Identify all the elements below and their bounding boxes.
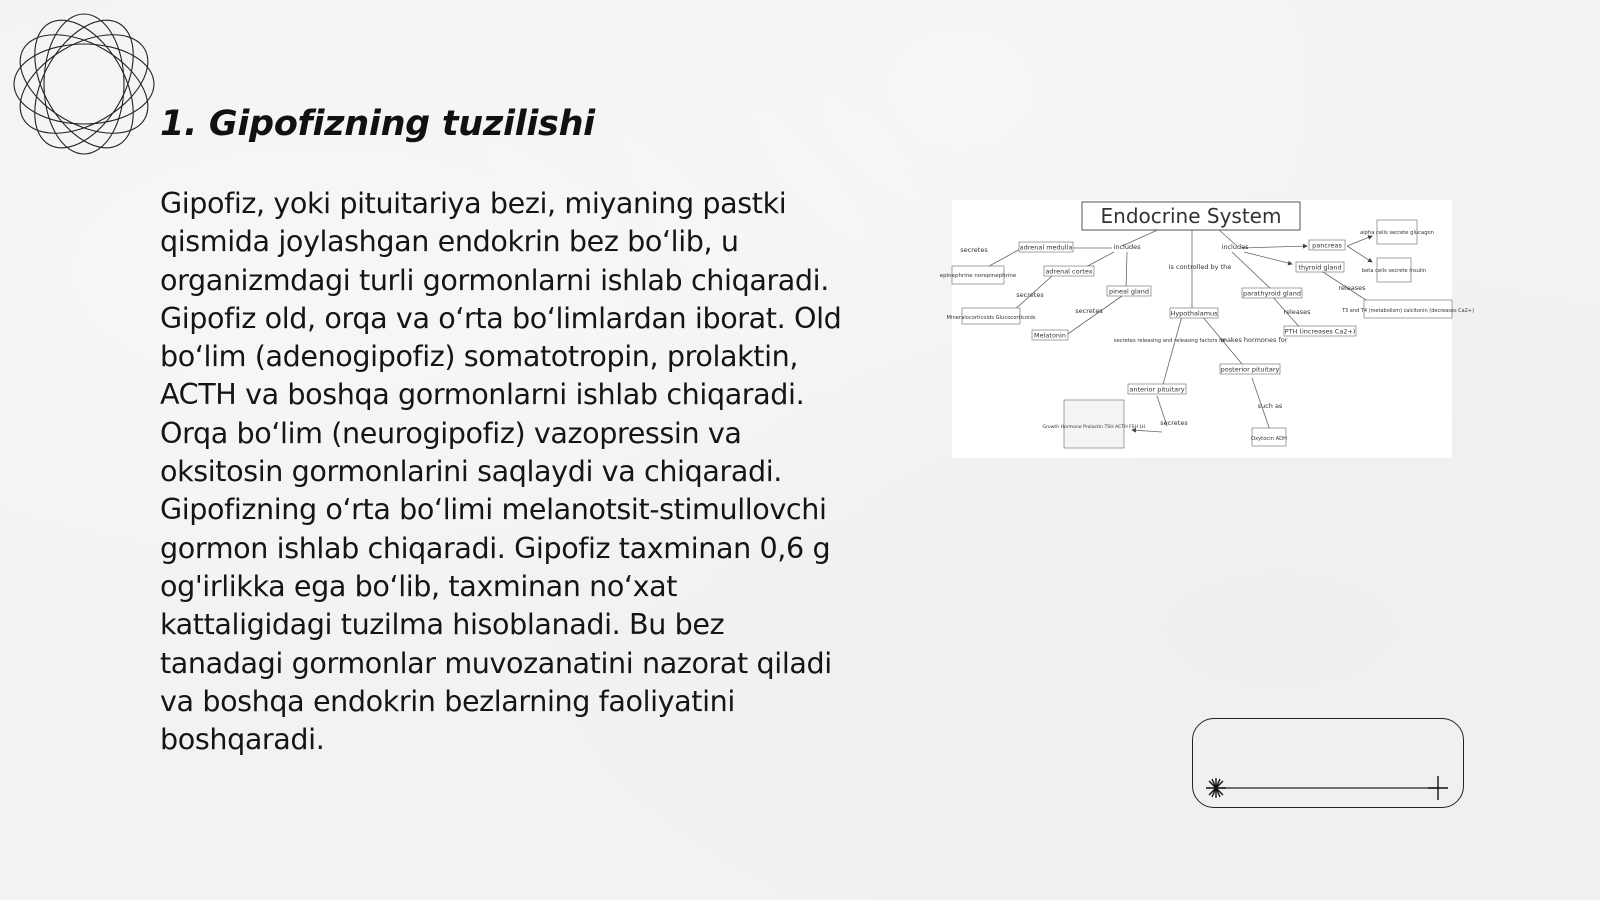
node-parathyroid-gland: parathyroid gland xyxy=(1243,289,1301,298)
node-pth: PTH (increases Ca2+) xyxy=(1284,327,1356,336)
node-oxytocin: Oxytocin ADH xyxy=(1250,436,1288,442)
link-secretes-4: secretes xyxy=(1160,419,1188,427)
node-epinephrine: epinephrine norepinephrine xyxy=(939,273,1017,279)
decorative-frame xyxy=(1192,718,1464,808)
node-mineralocorticoids: Mineralocorticoids Glucocorticoids xyxy=(946,315,1036,321)
node-t3-t4: T3 and T4 (metabolism) calcitonin (decreases Ca2+) xyxy=(1341,308,1475,314)
node-thyroid-gland: thyroid gland xyxy=(1298,263,1342,272)
slide-title: 1. Gipofizning tuzilishi xyxy=(160,104,595,144)
node-pancreas: pancreas xyxy=(1312,241,1342,250)
endocrine-system-diagram xyxy=(939,200,1475,458)
node-melatonin: Melatonin xyxy=(1034,331,1066,340)
link-releases-2: releases xyxy=(1283,308,1311,316)
link-releases-1: releases xyxy=(1338,284,1366,292)
diagram-title: Endocrine System xyxy=(1100,204,1282,228)
link-secretes-3: secretes xyxy=(1075,307,1103,315)
node-pineal-gland: pineal gland xyxy=(1108,287,1150,296)
link-such-as: such as xyxy=(1257,402,1283,410)
node-posterior-pituitary: posterior pituitary xyxy=(1220,365,1280,374)
node-beta-cells: beta cells secrete insulin xyxy=(1361,268,1427,274)
node-hormones-list: Growth Hormone Prolactin TSH ACTH FSH LH xyxy=(1042,425,1146,430)
node-adrenal-medulla: adrenal medulla xyxy=(1019,243,1073,252)
link-includes: includes xyxy=(1113,243,1141,251)
node-hypothalamus: Hypothalamus xyxy=(1170,309,1218,318)
link-releasing: secretes releasing and releasing factors for xyxy=(1113,338,1227,344)
link-makes-hormones: makes hormones for xyxy=(1220,336,1288,344)
link-secretes-1: secretes xyxy=(960,246,988,254)
link-controlled-by: is controlled by the xyxy=(1168,263,1232,271)
node-adrenal-cortex: adrenal cortex xyxy=(1045,267,1093,276)
link-includes-2: includes xyxy=(1221,243,1249,251)
node-alpha-cells: alpha cells secrete glucagon xyxy=(1360,230,1434,236)
body-paragraph: Gipofiz, yoki pituitariya bezi, miyaning pastki qismida joylashgan endokrin bez bo‘lib, u organizmdagi turli gormonlarni ishlab chiqaradi. Gipofiz old, orqa va o‘rta bo‘limlardan iborat. Old bo‘lim (adenogipofiz) somatotropin, prolaktin, ACTH va boshqa gormonlarni ishlab chiqaradi. Orqa bo‘lim (neurogipofiz) vazopressin va oksitosin gormonlarini saqlaydi va chiqaradi. Gipofizning o‘rta bo‘limi melanotsit-stimullovchi gormon ishlab chiqaradi. Gipofiz taxminan 0,6 g og'irlikka ega bo‘lib, taxminan no‘xat kattaligidagi tuzilma hisoblanadi. Bu bez tanadagi gormonlar muvozanatini nazorat qiladi va boshqa endokrin bezlarning faoliyatini boshqaradi. xyxy=(160,186,842,757)
link-secretes-2: secretes xyxy=(1016,291,1044,299)
node-anterior-pituitary: anterior pituitary xyxy=(1129,385,1185,394)
circle-flower-icon xyxy=(10,10,158,158)
